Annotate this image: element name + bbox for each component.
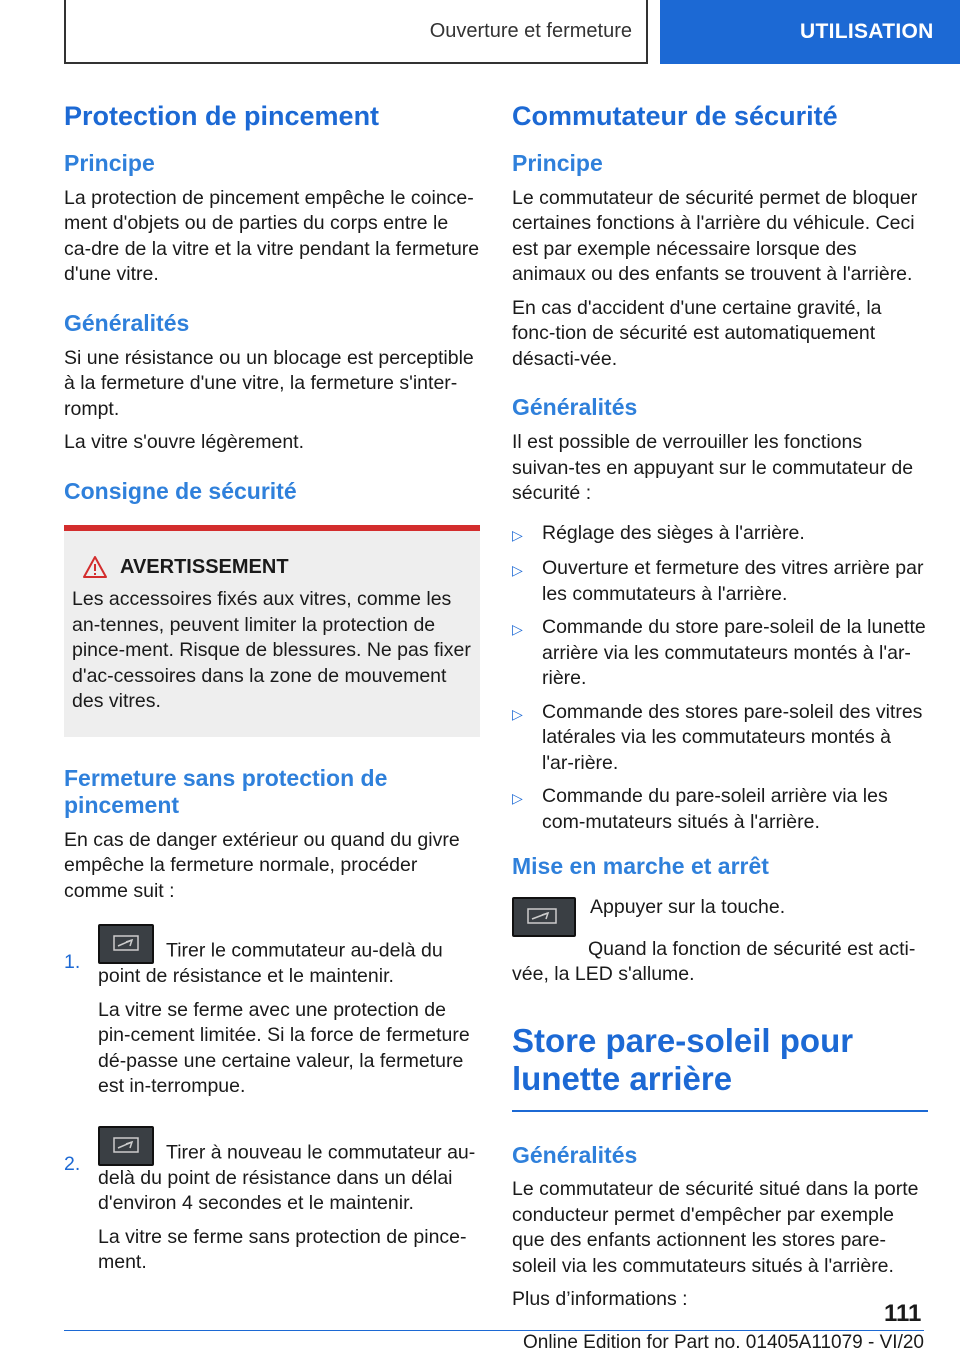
step-1-result: La vitre se ferme avec une protection de pin-cement limitée. Si la force de fermeture dé-passe une certaine valeur, la fermeture est in-terrompue. [98, 998, 470, 1098]
principe-text-1: Le commutateur de sécurité permet de bloquer certaines fonctions à l'arrière du véhicule. Ceci est par exemple nécessaire lorsque des animaux ou des enfants se trouvent à l'arrière. [512, 186, 918, 286]
footer-divider [64, 1330, 924, 1331]
step-text [98, 1126, 480, 1217]
store-generalites-heading: Généralités [512, 1141, 638, 1168]
section-title-pinch-protection: Protection de pincement [64, 101, 380, 131]
principe-section [64, 150, 480, 288]
principe-section [512, 150, 928, 372]
fermeture-heading: Fermeture sans protection de pincement [64, 764, 388, 819]
generalites-heading: Généralités [64, 309, 190, 336]
header-chapter-title: UTILISATION [800, 20, 934, 43]
step-1 [64, 924, 480, 1108]
fermeture-section [64, 765, 480, 1284]
safety-switch-icon [512, 897, 576, 937]
generalites-section [64, 310, 480, 456]
mise-text-2: Quand la fonction de sécurité est acti-vée, la LED s'allume. [512, 937, 916, 986]
principe-text-2: En cas d'accident d'une certaine gravité, la fonc-tion de sécurité est automatiquement désacti-vée. [512, 296, 882, 370]
list-item-text: Ouverture et fermeture des vitres arrière par les commutateurs à l'arrière. [542, 557, 924, 605]
mise-text-1: Appuyer sur la touche. [590, 895, 786, 918]
list-item [512, 521, 928, 549]
locked-functions-list [512, 521, 928, 836]
section-title-safety-switch: Commutateur de sécurité [512, 101, 838, 131]
list-item [512, 784, 928, 835]
list-item [512, 615, 928, 692]
principe-text: La protection de pincement empêche le coince-ment d'objets ou de parties du corps entre le ca-dre de la vitre et la vitre pendant la fermeture d'une vitre. [64, 186, 480, 286]
generalites-section [512, 394, 928, 835]
step-text [98, 924, 480, 990]
store-heading: Store pare-soleil pour lunette arrière [512, 1022, 928, 1112]
bullet-triangle-icon: ▷ [512, 526, 523, 543]
list-item-text: Commande du store pare-soleil de la lunette arrière via les commutateurs montés à l'ar-rière. [542, 616, 926, 690]
warning-triangle-icon [82, 555, 108, 579]
bullet-triangle-icon: ▷ [512, 705, 523, 722]
page-number: 111 [884, 1300, 922, 1327]
consigne-heading: Consigne de sécurité [64, 477, 297, 504]
step-body [98, 924, 480, 1108]
step-body [98, 1126, 480, 1284]
mise-en-marche-heading: Mise en marche et arrêt [512, 853, 769, 880]
principe-heading: Principe [512, 150, 603, 177]
list-item-text: Commande du pare-soleil arrière via les com-mutateurs situés à l'arrière. [542, 785, 888, 833]
principe-heading: Principe [64, 150, 155, 177]
step-2-instruction: Tirer à nouveau le commutateur au-delà du point de résistance dans un délai d'environ 4 secondes et le maintenir. [98, 1141, 476, 1215]
list-item-text: Commande des stores pare-soleil des vitres latérales via les commutateurs montés à l'ar-rière. [542, 700, 923, 774]
step-2-result: La vitre se ferme sans protection de pince-ment. [98, 1225, 467, 1274]
left-column [64, 100, 480, 1306]
step-2 [64, 1126, 480, 1284]
generalites-text-1: Si une résistance ou un blocage est perceptible à la fermeture d'une vitre, la fermeture s'inter-rompt. [64, 346, 474, 420]
store-generalites-text-1: Le commutateur de sécurité situé dans la porte conducteur permet d'empêcher par exemple que des enfants actionnent les stores pare-soleil via les commutateurs situés à l'arrière. [512, 1178, 919, 1277]
step-number: 2. [64, 1152, 81, 1175]
right-column [512, 100, 928, 1321]
warning-title: AVERTISSEMENT [120, 555, 289, 578]
footer-edition: Online Edition for Part no. 01405A11079 - VI/20 [522, 1332, 924, 1353]
bullet-triangle-icon: ▷ [512, 621, 523, 638]
bullet-triangle-icon: ▷ [512, 562, 523, 579]
generalites-text: Il est possible de verrouiller les fonctions suivan-tes en appuyant sur le commutateur de sécurité : [512, 431, 914, 505]
warning-text: Les accessoires fixés aux vitres, comme les an-tennes, peuvent limiter la protection de pince-ment. Risque de blessures. Ne pas fixer d'ac-cessoires dans la zone de mouvement des vitres. [72, 588, 471, 713]
fermeture-text: En cas de danger extérieur ou quand du givre empêche la fermeture normale, procéder comme suit : [64, 828, 460, 902]
header-section [64, 0, 648, 64]
window-switch-icon [98, 924, 154, 964]
window-switch-icon [98, 1126, 154, 1166]
header-section-title: Ouverture et fermeture [429, 19, 632, 42]
list-item [512, 700, 928, 777]
mise-en-marche-section [512, 853, 928, 988]
step-1-instruction: Tirer le commutateur au-delà du point de résistance et le maintenir. [98, 939, 443, 988]
warning-box [64, 525, 480, 737]
safety-key-line [512, 895, 928, 937]
step-number: 1. [64, 951, 81, 974]
store-generalites-section [512, 1142, 928, 1313]
generalites-text-2: La vitre s'ouvre légèrement. [64, 431, 305, 454]
generalites-heading: Généralités [512, 394, 638, 421]
list-item-text: Réglage des sièges à l'arrière. [542, 521, 805, 544]
bullet-triangle-icon: ▷ [512, 790, 523, 807]
warning-header [72, 555, 472, 579]
header-chapter [660, 0, 960, 64]
list-item [512, 556, 928, 607]
store-generalites-text-2: Plus d’informations : [512, 1288, 688, 1311]
